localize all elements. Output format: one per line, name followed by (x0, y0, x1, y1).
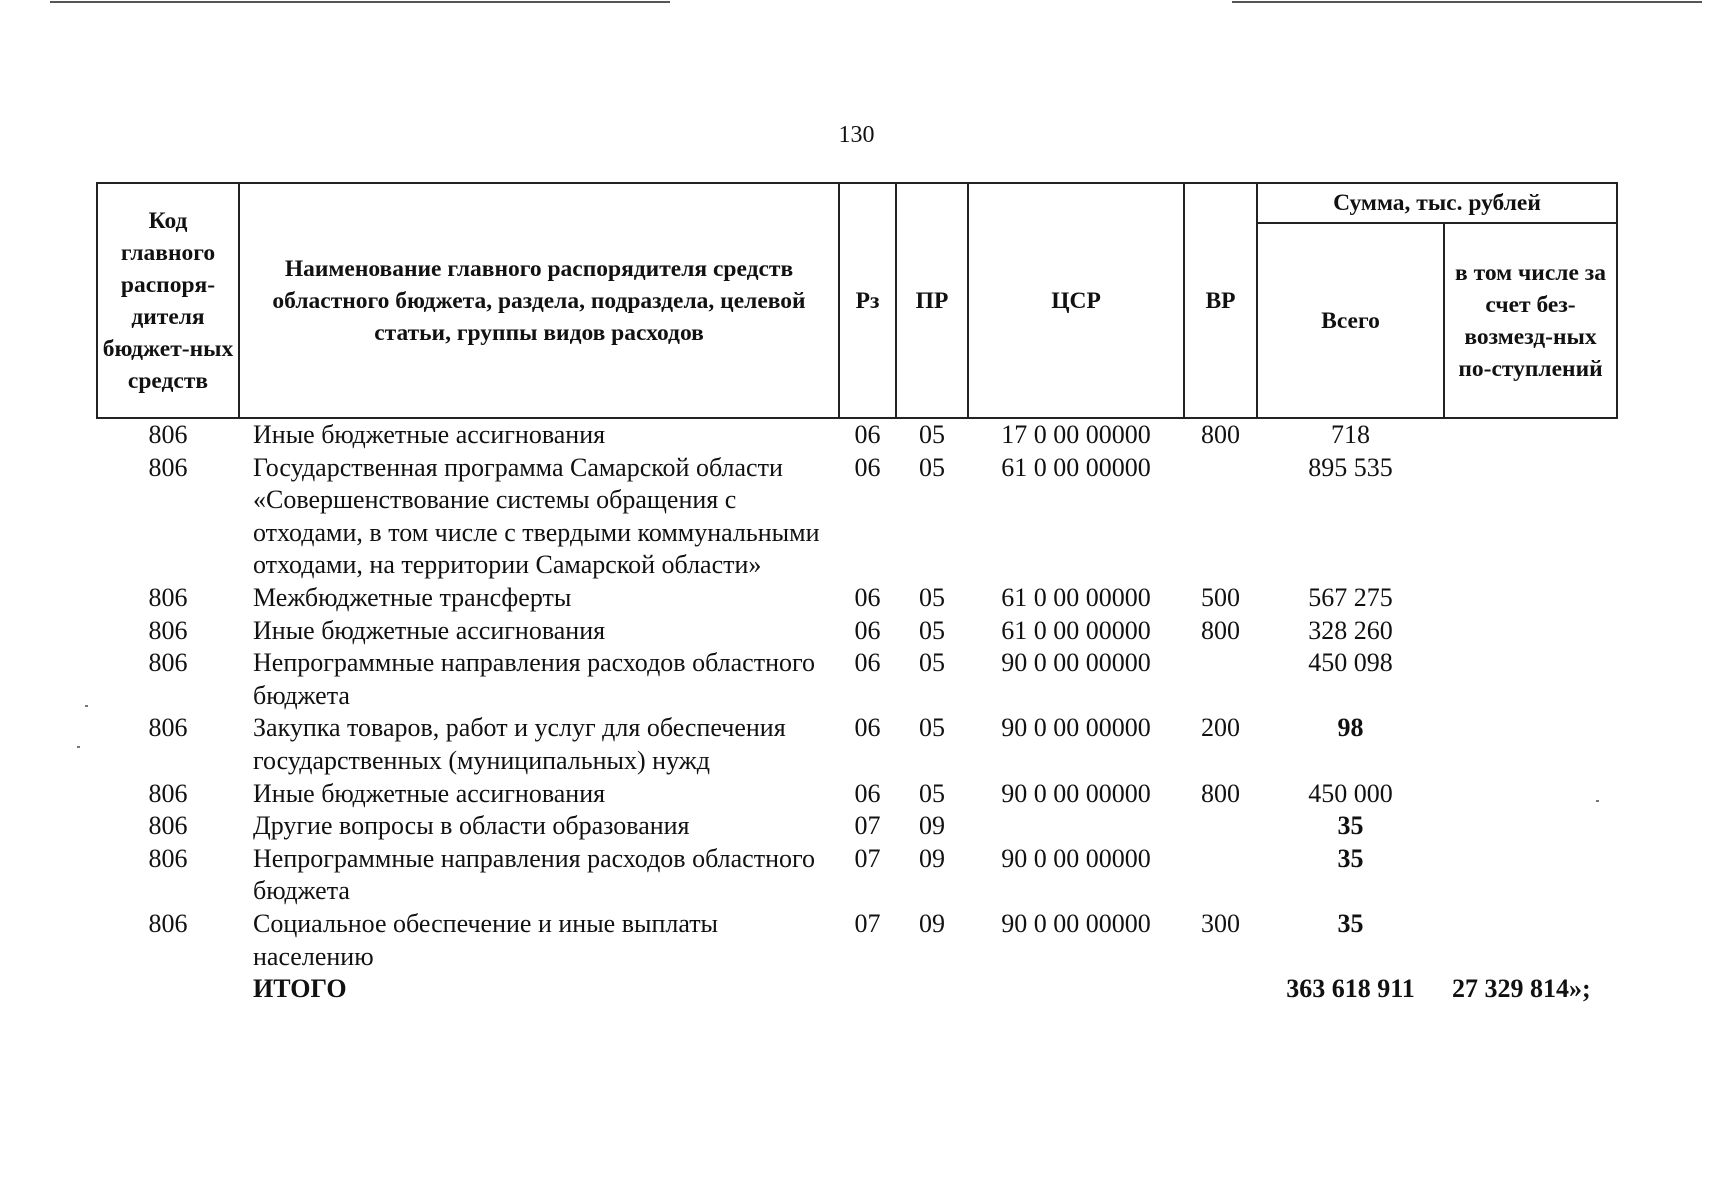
row-code: 806 (148, 778, 188, 808)
row-csr (968, 810, 1184, 843)
row-name: Иные бюджетные ассигнования (253, 420, 606, 449)
row-including (1444, 712, 1617, 777)
row-vr (1184, 647, 1257, 712)
row-code: 806 (148, 615, 188, 645)
row-including (1444, 418, 1617, 452)
table-row (97, 908, 1617, 973)
row-pr: 05 (919, 582, 945, 612)
table-row (97, 712, 1617, 777)
table-row (97, 615, 1617, 648)
row-including (1444, 452, 1617, 582)
scan-speck (77, 746, 80, 748)
row-including (1444, 810, 1617, 843)
row-name: Государственная программа Самарской области «Совершенствование системы обращения с отходами, в том числе с твердыми коммунальными отходами, на территории Самарской области» (253, 452, 820, 580)
totals-code (97, 973, 239, 1006)
row-rz: 06 (854, 648, 881, 678)
row-pr: 05 (919, 648, 945, 678)
totals-label: ИТОГО (253, 974, 347, 1004)
row-including (1444, 778, 1617, 811)
row-csr: 90 0 00 00000 (1001, 908, 1151, 938)
row-pr: 05 (919, 778, 945, 808)
row-name: Иные бюджетные ассигнования (253, 778, 606, 808)
row-csr: 90 0 00 00000 (1001, 778, 1151, 808)
row-rz: 06 (854, 582, 881, 612)
page-number: 130 (838, 122, 875, 148)
table-row (97, 810, 1617, 843)
row-including (1444, 908, 1617, 973)
row-csr: 61 0 00 00000 (1001, 452, 1151, 482)
row-csr: 90 0 00 00000 (1001, 648, 1151, 678)
row-pr: 05 (919, 452, 945, 482)
row-rz: 06 (854, 420, 881, 449)
row-vr: 200 (1201, 713, 1240, 743)
row-rz: 07 (854, 843, 881, 873)
row-csr: 17 0 00 00000 (1001, 420, 1151, 449)
header-name: Наименование главного распорядителя средств областного бюджета, раздела, подраздела, целевой статьи, группы видов расходов (239, 183, 839, 418)
row-pr: 09 (919, 843, 945, 873)
row-including (1444, 647, 1617, 712)
row-vr (1184, 452, 1257, 582)
row-code: 806 (148, 420, 188, 449)
row-rz: 06 (854, 452, 881, 482)
row-pr: 09 (919, 811, 945, 841)
row-total: 450 098 (1308, 648, 1393, 678)
table-row (97, 418, 1617, 452)
row-name: Другие вопросы в области образования (253, 811, 690, 841)
table-row (97, 843, 1617, 908)
row-including (1444, 615, 1617, 648)
row-vr: 300 (1201, 908, 1240, 938)
totals-empty-cell (968, 973, 1184, 1006)
row-total: 328 260 (1308, 615, 1393, 645)
scan-speck (85, 705, 88, 707)
row-csr: 90 0 00 00000 (1001, 843, 1151, 873)
row-total: 98 (1337, 713, 1364, 743)
row-vr: 800 (1201, 778, 1240, 808)
totals-empty-cell (1184, 973, 1257, 1006)
row-vr (1184, 843, 1257, 908)
row-csr: 90 0 00 00000 (1001, 713, 1151, 743)
row-including (1444, 582, 1617, 615)
row-total: 35 (1337, 908, 1364, 938)
row-vr (1184, 810, 1257, 843)
header-code: Код главного распоря-дителя бюджет-ных средств (97, 183, 239, 418)
row-name: Непрограммные направления расходов областного бюджета (253, 843, 815, 906)
row-code: 806 (148, 811, 188, 841)
row-rz: 07 (854, 908, 881, 938)
row-name: Закупка товаров, работ и услуг для обеспечения государственных (муниципальных) нужд (253, 713, 786, 775)
row-code: 806 (148, 908, 188, 938)
header-sum: Сумма, тыс. рублей (1257, 183, 1617, 223)
row-including (1444, 843, 1617, 908)
row-rz: 06 (854, 713, 881, 743)
row-name: Социальное обеспечение и иные выплаты населению (253, 908, 719, 971)
budget-table (96, 182, 1618, 1006)
scan-edge-line (1232, 1, 1702, 3)
totals-empty-cell (896, 973, 968, 1006)
table-row (97, 582, 1617, 615)
row-pr: 05 (919, 420, 945, 449)
row-code: 806 (148, 713, 188, 743)
row-vr: 800 (1201, 420, 1240, 449)
row-pr: 05 (919, 615, 945, 645)
row-total: 718 (1331, 420, 1370, 449)
row-code: 806 (148, 582, 188, 612)
scan-edge-line (50, 1, 670, 3)
totals-row (97, 973, 1617, 1006)
header-csr: ЦСР (968, 183, 1184, 418)
table-row (97, 778, 1617, 811)
row-rz: 06 (854, 778, 881, 808)
totals-empty-cell (839, 973, 896, 1006)
table-row (97, 647, 1617, 712)
row-vr: 500 (1201, 582, 1240, 612)
row-csr: 61 0 00 00000 (1001, 615, 1151, 645)
row-total: 895 535 (1308, 452, 1393, 482)
row-rz: 06 (854, 615, 881, 645)
row-total: 35 (1337, 811, 1364, 841)
header-vr: ВР (1184, 183, 1257, 418)
row-rz: 07 (854, 811, 881, 841)
row-name: Иные бюджетные ассигнования (253, 615, 606, 645)
row-vr: 800 (1201, 615, 1240, 645)
table-row (97, 452, 1617, 582)
row-pr: 09 (919, 908, 945, 938)
row-total: 450 000 (1308, 778, 1393, 808)
totals-total: 363 618 911 (1286, 974, 1415, 1004)
header-total: Всего (1257, 223, 1444, 418)
header-rz: Рз (839, 183, 896, 418)
totals-including: 27 329 814»; (1452, 974, 1591, 1004)
row-name: Непрограммные направления расходов областного бюджета (253, 648, 815, 710)
row-code: 806 (148, 648, 188, 678)
header-including: в том числе за счет без-возмезд-ных по-ступлений (1444, 223, 1617, 418)
row-total: 567 275 (1308, 582, 1393, 612)
row-pr: 05 (919, 713, 945, 743)
scan-speck (1596, 800, 1599, 802)
row-total: 35 (1337, 843, 1364, 873)
header-pr: ПР (896, 183, 968, 418)
row-csr: 61 0 00 00000 (1001, 582, 1151, 612)
row-code: 806 (148, 843, 188, 873)
row-code: 806 (148, 452, 188, 482)
row-name: Межбюджетные трансферты (253, 582, 572, 612)
